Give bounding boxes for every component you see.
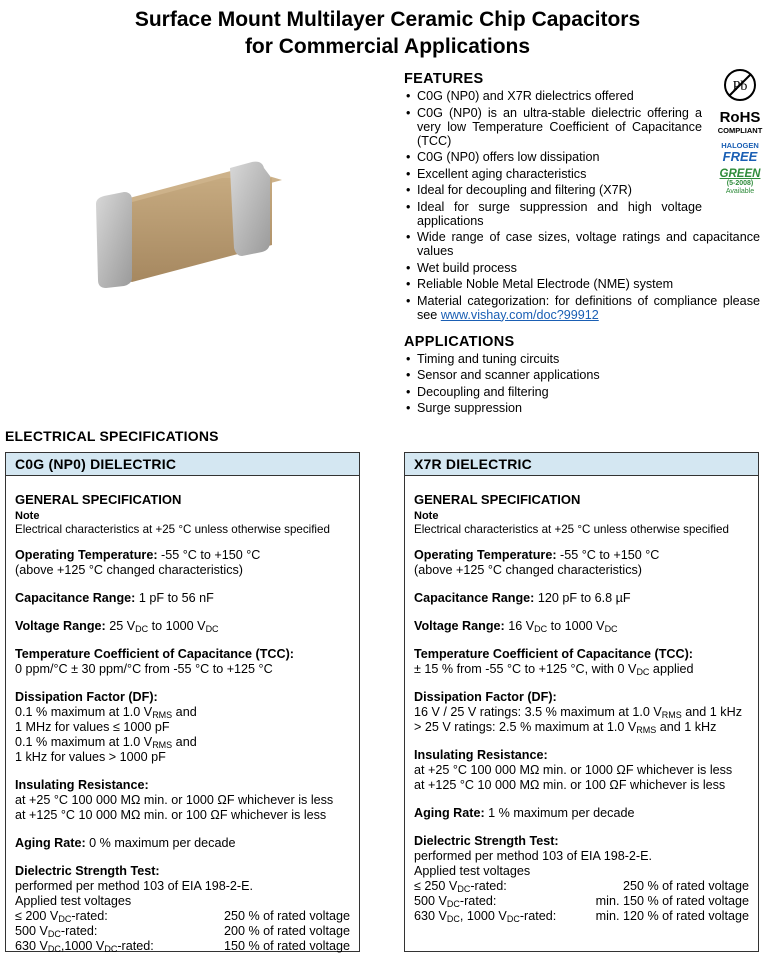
rohs-label: RoHS — [719, 109, 761, 126]
feature-item: • Wide range of case sizes, voltage ratings and capacitance values — [404, 230, 760, 258]
c0g-box-header: C0G (NP0) DIELECTRIC — [6, 453, 359, 476]
insulating-resistance: Insulating Resistance: at +25 °C 100 000 MΩ min. or 1000 ΩF whichever is less at +125 °C 10 000 MΩ min. or 100 ΩF whichever is less — [414, 748, 733, 792]
test-voltage-row: 500 $V_{DC}$-rated: min. 150 % of rated voltage — [414, 894, 749, 909]
available-label: Available — [725, 188, 755, 195]
features-section — [404, 71, 760, 418]
features-list — [404, 89, 760, 322]
pb-label: Pb — [732, 79, 748, 94]
title-line-2: for Commercial Applications — [244, 35, 531, 58]
dielectric-strength-test: Dielectric Strength Test: performed per method 103 of EIA 198-2-E. Applied test voltages ≤ 200 $V_{DC}$-rated: 250 % of rated voltage 500 $V_{DC}$-rated: 200 % of rated voltage 630 $V_{DC},1000$ $V_{DC}$-rated: 150 % of rated voltage — [15, 864, 350, 954]
halogen-free-label: FREE — [722, 149, 758, 164]
voltage-range: Voltage Range: 25 $V_{DC}$ to 1000 $V_{DC}$ — [15, 619, 219, 634]
aging-rate: Aging Rate: 0 % maximum per decade — [15, 836, 236, 850]
general-spec-heading: GENERAL SPECIFICATION — [15, 492, 182, 507]
electrical-specs-heading: ELECTRICAL SPECIFICATIONS — [5, 428, 219, 444]
applications-heading: APPLICATIONS — [404, 333, 515, 350]
note-text: Electrical characteristics at +25 °C unless otherwise specified — [414, 523, 729, 536]
c0g-spec-box — [5, 452, 360, 952]
test-voltage-row: 500 $V_{DC}$-rated: 200 % of rated voltage — [15, 924, 350, 939]
feature-item: • Ideal for surge suppression and high voltage applications — [404, 200, 760, 228]
insulating-resistance: Insulating Resistance: at +25 °C 100 000 MΩ min. or 1000 ΩF whichever is less at +125 °C 10 000 MΩ min. or 100 ΩF whichever is less — [15, 778, 334, 822]
note-label: Note — [15, 510, 40, 522]
feature-item: • Wet build process — [404, 261, 760, 275]
rohs-compliant-label: COMPLIANT — [717, 126, 763, 135]
green-label: GREEN — [719, 168, 761, 180]
aging-rate: Aging Rate: 1 % maximum per decade — [414, 806, 635, 820]
title-line-1: Surface Mount Multilayer Ceramic Chip Capacitors — [134, 8, 641, 31]
dielectric-strength-test: Dielectric Strength Test: performed per method 103 of EIA 198-2-E. Applied test voltages ≤ 250 $V_{DC}$-rated: 250 % of rated voltage 500 $V_{DC}$-rated: min. 150 % of rated voltage 630 $V_{DC}$, 1000 $V_{DC}$-rated: min. 120 % of rated voltage — [414, 834, 749, 924]
features-heading: FEATURES — [404, 71, 484, 87]
applications-list — [404, 352, 760, 416]
halogen-label: HALOGEN — [721, 141, 759, 150]
compliance-link[interactable]: www.vishay.com/doc?99912 — [440, 307, 599, 322]
voltage-range: Voltage Range: 16 $V_{DC}$ to 1000 $V_{DC}$ — [414, 619, 618, 634]
pb-free-icon — [723, 68, 757, 102]
x7r-box-header: X7R DIELECTRIC — [405, 453, 758, 476]
capacitance-range: Capacitance Range: 1 pF to 56 nF — [15, 591, 214, 605]
tcc: Temperature Coefficient of Capacitance (TCC): ± 15 % from -55 °C to +125 °C, with 0 $V_{DC}$ applied — [414, 647, 694, 677]
application-item: • Surge suppression — [404, 401, 760, 415]
document-title — [0, 6, 775, 60]
operating-temperature: Operating Temperature: -55 °C to +150 °C (above +125 °C changed characteristics) — [15, 548, 261, 577]
green-date-label: (5-2008) — [726, 180, 754, 187]
note-label: Note — [414, 510, 439, 522]
feature-item: • C0G (NP0) is an ultra-stable dielectric offering a very low Temperature Coefficient of Capacitance (TCC) — [404, 106, 760, 148]
feature-item: • Excellent aging characteristics — [404, 167, 760, 181]
general-spec-heading: GENERAL SPECIFICATION — [414, 492, 581, 507]
feature-item: • C0G (NP0) and X7R dielectrics offered — [404, 89, 760, 103]
application-item: • Sensor and scanner applications — [404, 368, 760, 382]
feature-item: • Ideal for decoupling and filtering (X7R) — [404, 183, 760, 197]
tcc: Temperature Coefficient of Capacitance (TCC): 0 ppm/°C ± 30 ppm/°C from -55 °C to +125 °C — [15, 647, 294, 676]
applications-section — [404, 334, 760, 416]
x7r-spec-box — [404, 452, 759, 952]
capacitor-chip-image — [92, 160, 292, 290]
compliance-badges — [713, 68, 767, 196]
feature-item-material — [404, 294, 760, 322]
application-item: • Timing and tuning circuits — [404, 352, 760, 366]
test-voltage-row: ≤ 250 $V_{DC}$-rated: 250 % of rated voltage — [414, 879, 749, 894]
feature-item: • C0G (NP0) offers low dissipation — [404, 150, 760, 164]
material-text: Material categorization: for definitions of compliance please see — [417, 293, 760, 322]
application-item: • Decoupling and filtering — [404, 385, 760, 399]
feature-item: • Reliable Noble Metal Electrode (NME) system — [404, 277, 760, 291]
dissipation-factor: Dissipation Factor (DF): 0.1 % maximum at 1.0 $V_{RMS}$ and 1 MHz for values ≤ 1000 pF 0.1 % maximum at 1.0 $V_{RMS}$ and 1 kHz for values > 1000 pF — [15, 690, 197, 764]
test-voltage-row: 630 $V_{DC}$, 1000 $V_{DC}$-rated: min. 120 % of rated voltage — [414, 909, 749, 924]
operating-temperature: Operating Temperature: -55 °C to +150 °C (above +125 °C changed characteristics) — [414, 548, 660, 577]
note-text: Electrical characteristics at +25 °C unless otherwise specified — [15, 523, 330, 536]
dissipation-factor: Dissipation Factor (DF): 16 V / 25 V ratings: 3.5 % maximum at 1.0 $V_{RMS}$ and 1 kHz > 25 V ratings: 2.5 % maximum at 1.0 $V_{RMS}$ and 1 kHz — [414, 690, 742, 735]
test-voltage-row: ≤ 200 $V_{DC}$-rated: 250 % of rated voltage — [15, 909, 350, 924]
test-voltage-row: 630 $V_{DC},1000$ $V_{DC}$-rated: 150 % of rated voltage — [15, 939, 350, 954]
capacitance-range: Capacitance Range: 120 pF to 6.8 µF — [414, 591, 631, 605]
